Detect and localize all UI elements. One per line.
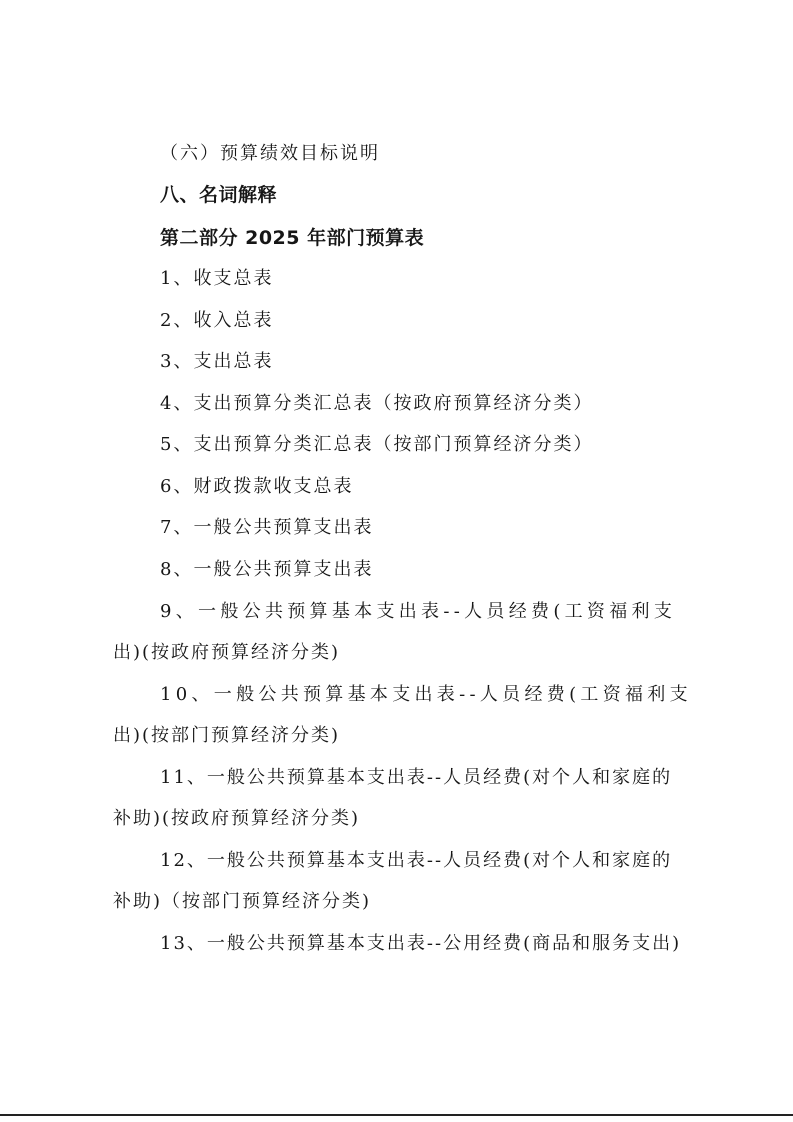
list-item: 11、一般公共预算基本支出表--人员经费(对个人和家庭的 (160, 767, 673, 788)
list-item: 10、一般公共预算基本支出表--人员经费(工资福利支 (160, 684, 692, 705)
list-item: 8、一般公共预算支出表 (160, 559, 374, 580)
list-item-continuation: 补助)（按部门预算经济分类) (113, 891, 372, 912)
list-item: 13、一般公共预算基本支出表--公用经费(商品和服务支出) (160, 933, 682, 954)
subsection-heading-budget-performance: （六）预算绩效目标说明 (160, 143, 380, 164)
part-heading-budget-tables: 第二部分 2025 年部门预算表 (160, 227, 425, 249)
list-item: 7、一般公共预算支出表 (160, 517, 374, 538)
bottom-border-line (0, 1114, 793, 1116)
list-item: 6、财政拨款收支总表 (160, 476, 354, 497)
list-item-continuation: 出)(按政府预算经济分类) (113, 642, 341, 663)
list-item: 4、支出预算分类汇总表（按政府预算经济分类） (160, 393, 594, 414)
list-item-continuation: 补助)(按政府预算经济分类) (113, 808, 361, 829)
list-item: 2、收入总表 (160, 310, 274, 331)
list-item: 9、一般公共预算基本支出表--人员经费(工资福利支 (160, 601, 677, 622)
list-item: 12、一般公共预算基本支出表--人员经费(对个人和家庭的 (160, 850, 673, 871)
list-item: 3、支出总表 (160, 351, 274, 372)
list-item-continuation: 出)(按部门预算经济分类) (113, 725, 341, 746)
list-item: 1、收支总表 (160, 268, 274, 289)
section-heading-glossary: 八、名词解释 (160, 184, 278, 206)
list-item: 5、支出预算分类汇总表（按部门预算经济分类） (160, 434, 594, 455)
